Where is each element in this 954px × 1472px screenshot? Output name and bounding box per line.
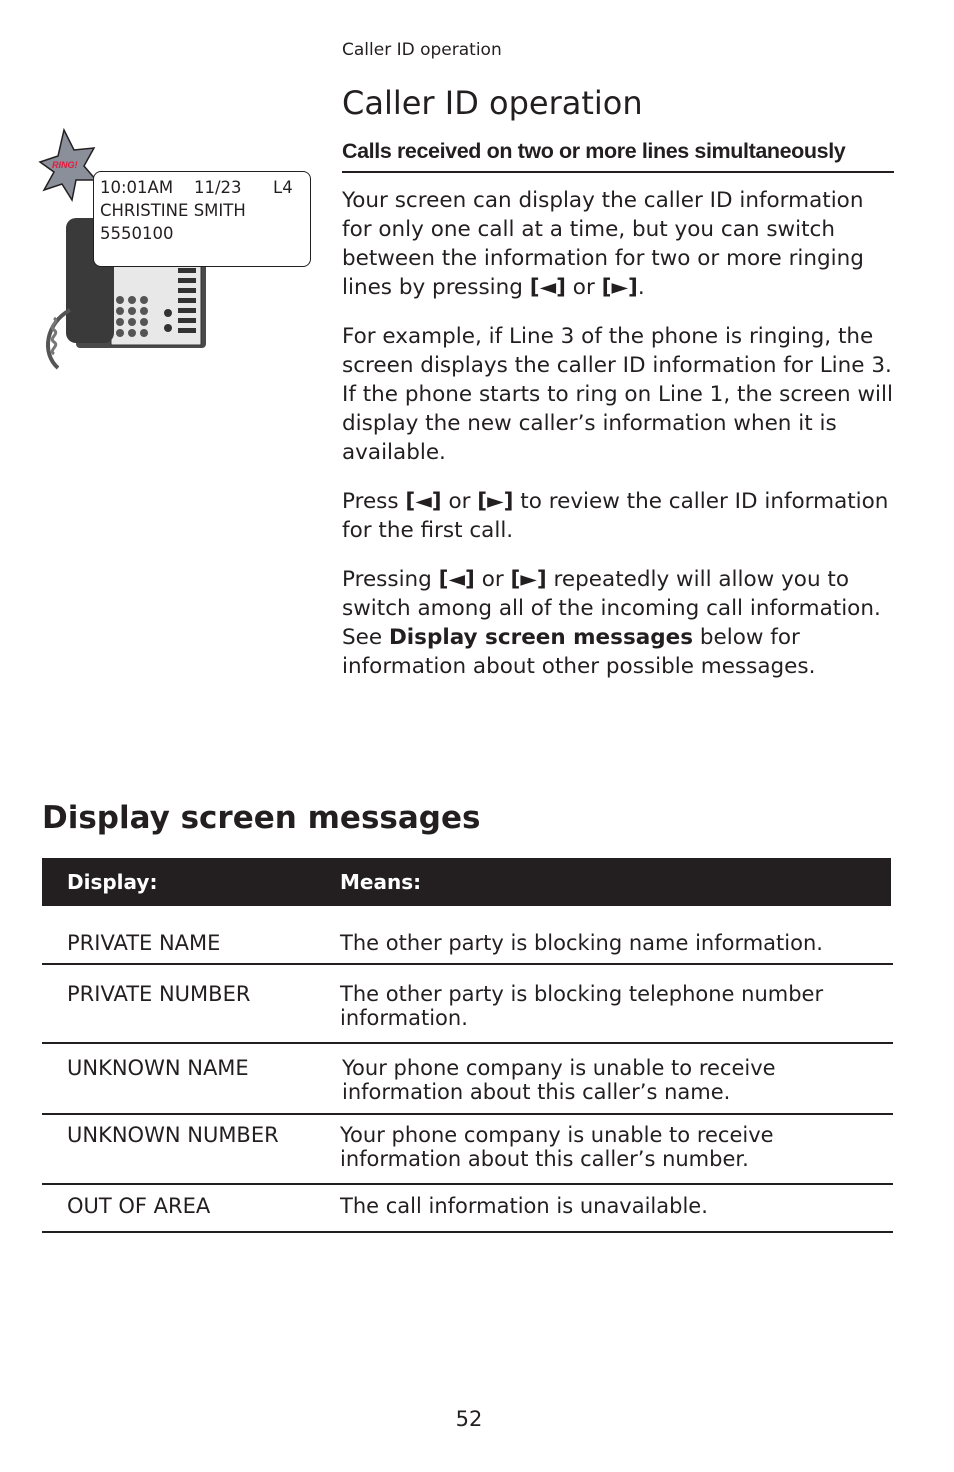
paragraph-4: Pressing [◄] or [►] repeatedly will allow you to switch among all of the incoming call information. See Display screen messages below for information about other possible messages. — [342, 567, 881, 679]
display-cell: OUT OF AREA — [67, 1194, 211, 1218]
screen-line: L4 — [273, 178, 293, 197]
running-header: Caller ID operation — [342, 40, 502, 60]
screen-caller-name: CHRISTINE SMITH — [100, 201, 246, 220]
row-divider — [42, 1231, 893, 1233]
left-arrow-key: [◄] — [438, 567, 475, 592]
screen-time: 10:01AM — [100, 178, 174, 197]
subheading: Calls received on two or more lines simultaneously — [342, 139, 894, 173]
means-cell: The other party is blocking name information. — [340, 931, 823, 955]
column-header-means: Means: — [340, 870, 422, 894]
left-arrow-key: [◄] — [529, 275, 566, 300]
display-cell: UNKNOWN NUMBER — [67, 1123, 279, 1147]
means-cell: The other party is blocking telephone number information. — [340, 982, 824, 1030]
cross-reference: Display screen messages — [388, 625, 694, 650]
means-cell: Your phone company is unable to receive information about this caller’s name. — [342, 1056, 776, 1104]
left-arrow-key: [◄] — [405, 489, 442, 514]
caller-id-screen — [93, 171, 311, 267]
screen-status-row — [100, 176, 310, 199]
display-cell: PRIVATE NAME — [67, 931, 221, 955]
page-number: 52 — [455, 1407, 483, 1431]
paragraph-3: Press [◄] or [►] to review the caller ID information for the first call. — [342, 489, 889, 543]
body-text — [342, 186, 897, 701]
row-divider — [42, 963, 893, 965]
ring-label: RING! — [52, 160, 78, 170]
paragraph-1: Your screen can display the caller ID information for only one call at a time, but you can switch between the information for two or more ringing lines by pressing [◄] or [►]. — [342, 188, 864, 300]
messages-title: Display screen messages — [42, 800, 481, 836]
means-cell: The call information is unavailable. — [340, 1194, 708, 1218]
paragraph-2: For example, if Line 3 of the phone is ringing, the screen displays the caller ID information for Line 3. If the phone starts to ring on Line 1, the screen will display the new caller’s information when it is available. — [342, 324, 893, 465]
display-cell: PRIVATE NUMBER — [67, 982, 251, 1006]
right-arrow-key: [►] — [477, 489, 514, 514]
screen-date: 11/23 — [194, 178, 242, 197]
row-divider — [42, 1183, 893, 1185]
row-divider — [42, 1113, 893, 1115]
display-cell: UNKNOWN NAME — [67, 1056, 249, 1080]
screen-caller-number: 5550100 — [100, 224, 174, 243]
column-header-display: Display: — [67, 870, 158, 894]
right-arrow-key: [►] — [601, 275, 638, 300]
means-cell: Your phone company is unable to receive information about this caller’s number. — [340, 1123, 774, 1171]
section-title: Caller ID operation — [342, 84, 643, 122]
table-header — [42, 858, 891, 906]
row-divider — [42, 1042, 893, 1044]
right-arrow-key: [►] — [510, 567, 547, 592]
